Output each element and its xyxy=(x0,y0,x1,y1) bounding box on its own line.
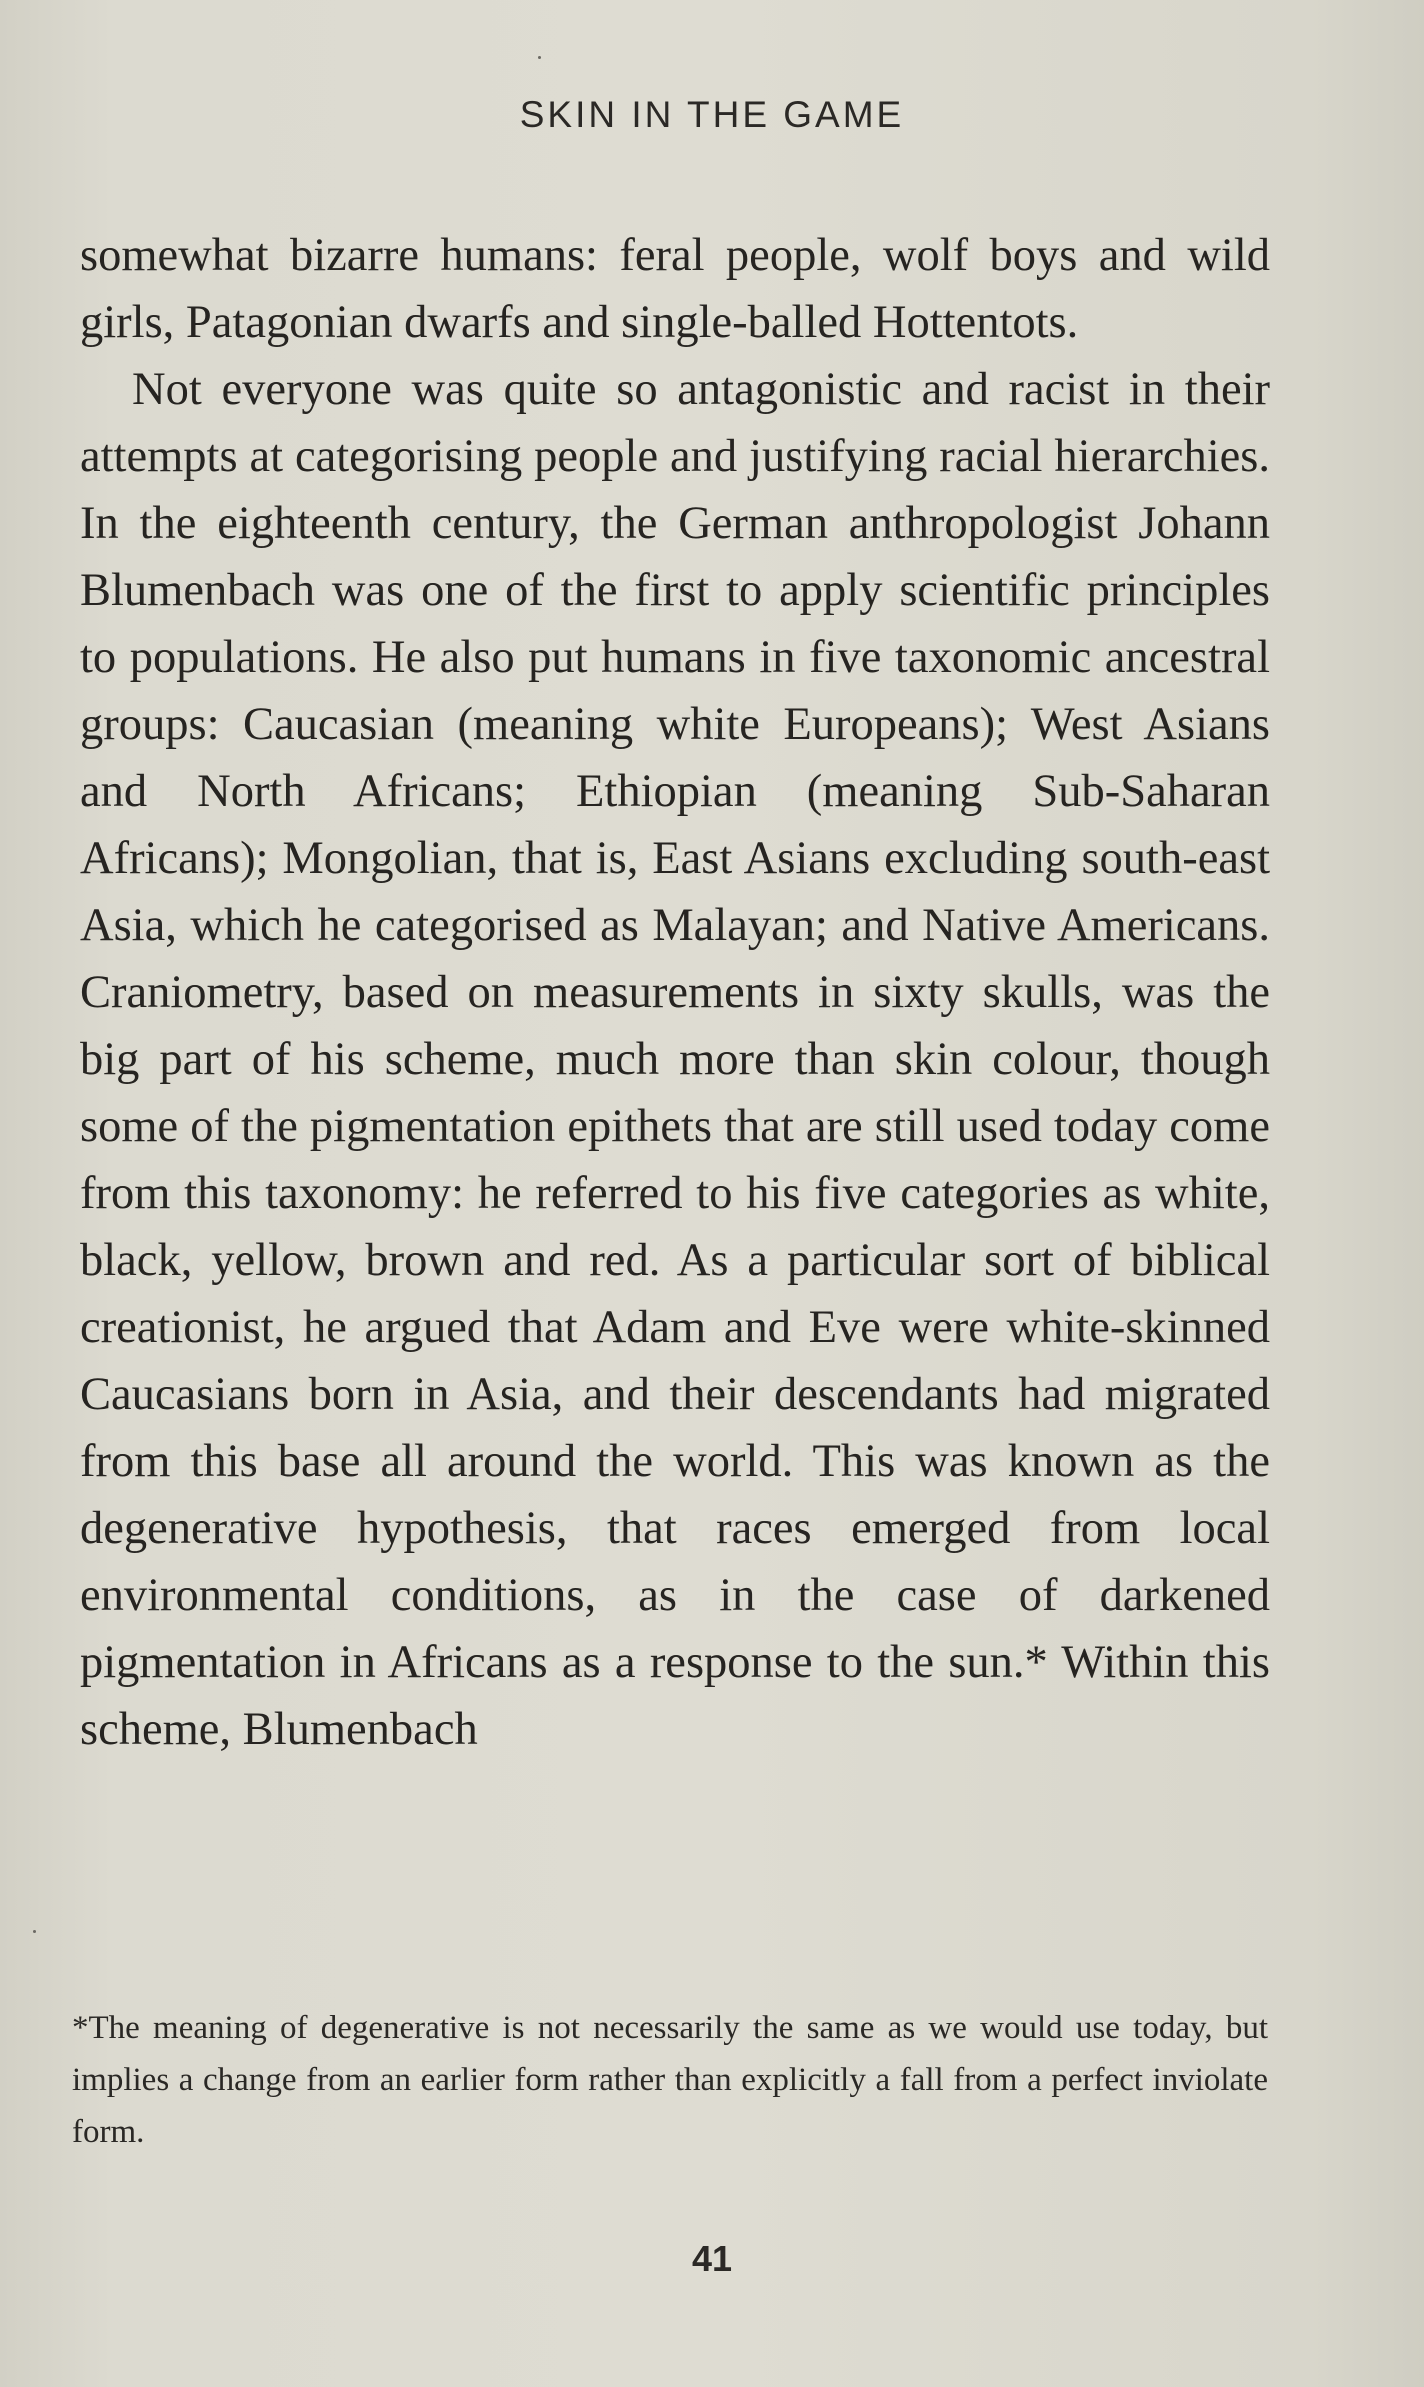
footnote-text: *The meaning of degenerative is not necessarily the same as we would use today, but implies a change from an earlier form rather than explicitly a fall from a perfect inviolate form. xyxy=(72,2010,1268,2150)
paragraph-blumenbach: Not everyone was quite so antagonistic and racist in their attempts at categorising people and justifying racial hierarchies. In the eighteenth century, the German anthropologist Johann Blumenbach was one of the first to apply scientific principles to populations. He also put humans in five taxonomic ancestral groups: Caucasian (meaning white Europeans); West Asians and North Africans; Ethiopian (meaning Sub-Saharan Africans); Mongolian, that is, East Asians excluding south-east Asia, which he categorised as Malayan; and Native Americans. Craniometry, based on measurements in sixty skulls, was the big part of his scheme, much more than skin colour, though some of the pigmentation epithets that are still used today come from this taxonomy: he referred to his five categories as white, black, yellow, brown and red. As a particular sort of biblical creationist, he argued that Adam and Eve were white-skinned Caucasians born in Asia, and their descendants had migrated from this base all around the world. This was known as the degenerative hypothesis, that races emerged from local environmental conditions, as in the case of darkened pigmentation in Africans as a response to the sun.* Within this scheme, Blumenbach xyxy=(80,364,1270,1755)
paper-speck xyxy=(538,56,541,59)
body-text xyxy=(80,222,1270,1763)
paper-speck xyxy=(33,1930,36,1933)
paragraph-continuation: somewhat bizarre humans: feral people, wolf boys and wild girls, Patagonian dwarfs and single-balled Hottentots. xyxy=(80,230,1270,348)
running-head: SKIN IN THE GAME xyxy=(519,94,905,135)
page-number: 41 xyxy=(691,2238,733,2279)
footnote xyxy=(72,2002,1268,2158)
